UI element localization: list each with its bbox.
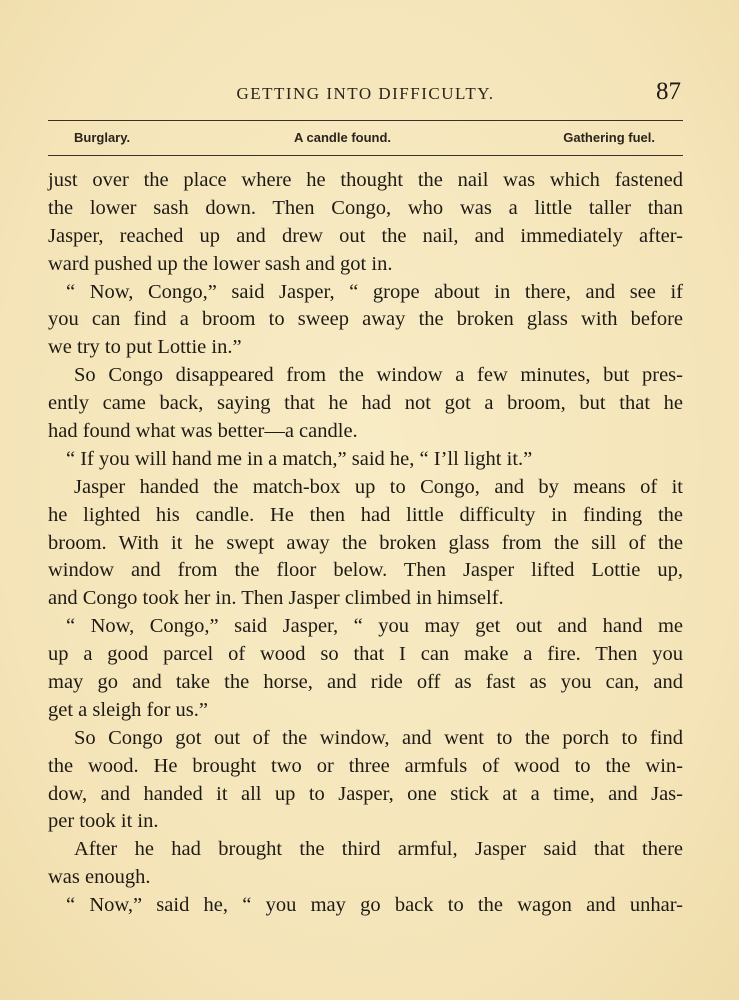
text-line: get a sleigh for us.” <box>48 698 208 721</box>
text-line: Jasper handed the match-box up to Congo, and by means of it <box>74 475 683 498</box>
page-number: 87 <box>656 78 681 105</box>
running-head <box>48 80 683 108</box>
text-line: up a good parcel of wood so that I can make a fire. Then you <box>48 643 683 666</box>
text-line: just over the place where he thought the nail was which fastened <box>48 169 683 191</box>
text-line: was enough. <box>48 866 151 889</box>
text-line: So Congo disappeared from the window a few minutes, but pres- <box>74 364 683 387</box>
text-line: Jasper, reached up and drew out the nail, and immediately after- <box>48 224 683 247</box>
text-line: “ Now, Congo,” said Jasper, “ grope about in there, and see if <box>66 280 683 303</box>
subhead-center: A candle found. <box>294 130 392 145</box>
text-line: you can find a broom to sweep away the broken glass with before <box>48 308 683 331</box>
text-line: the lower sash down. Then Congo, who was a little taller than <box>48 196 683 219</box>
text-line: had found what was better—a candle. <box>48 420 358 443</box>
text-line: So Congo got out of the window, and went to the porch to find <box>74 726 683 749</box>
bottom-rule <box>48 155 683 156</box>
subhead-left: Burglary. <box>74 130 131 145</box>
subheads <box>48 130 683 150</box>
text-line: “ Now, Congo,” said Jasper, “ you may get out and hand me <box>66 615 683 638</box>
text-line: “ If you will hand me in a match,” said he, “ I’ll light it.” <box>66 447 533 470</box>
text-line: “ Now,” said he, “ you may go back to the wagon and unhar- <box>66 894 683 917</box>
text-line: dow, and handed it all up to Jasper, one stick at a time, and Jas- <box>48 782 683 805</box>
text-line: ently came back, saying that he had not got a broom, but that he <box>48 392 683 415</box>
subhead-right: Gathering fuel. <box>563 130 655 145</box>
text-line: window and from the floor below. Then Jasper lifted Lottie up, <box>48 559 683 582</box>
body-text <box>48 167 683 920</box>
running-title: GETTING INTO DIFFICULTY. <box>236 84 495 103</box>
text-line: and Congo took her in. Then Jasper climbed in himself. <box>48 587 504 610</box>
text-line: After he had brought the third armful, Jasper said that there <box>74 838 683 861</box>
text-line: broom. With it he swept away the broken glass from the sill of the <box>48 531 683 554</box>
top-rule <box>48 120 683 121</box>
text-line: the wood. He brought two or three armfuls of wood to the win- <box>48 754 683 777</box>
text-line: ward pushed up the lower sash and got in. <box>48 252 393 275</box>
text-line: we try to put Lottie in.” <box>48 336 242 359</box>
text-line: per took it in. <box>48 810 159 833</box>
text-line: he lighted his candle. He then had little difficulty in finding the <box>48 503 683 526</box>
text-line: may go and take the horse, and ride off as fast as you can, and <box>48 671 683 694</box>
